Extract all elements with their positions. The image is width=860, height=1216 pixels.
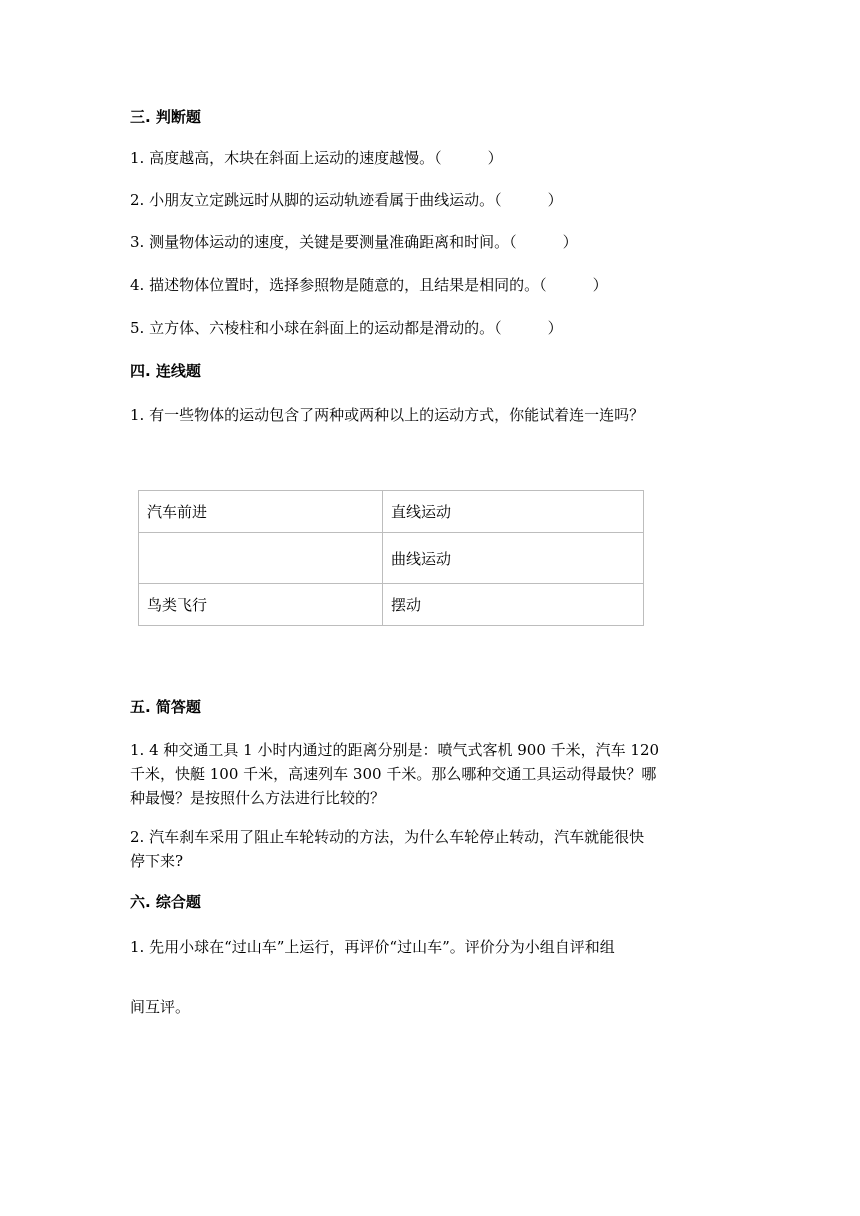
- table-row: [139, 584, 644, 626]
- matching-table: [138, 490, 644, 626]
- answer-open-paren: （: [434, 149, 442, 167]
- judge-item-text: 4. 描述物体位置时，选择参照物是随意的，且结果是相同的。: [130, 276, 540, 294]
- judge-item-text: 2. 小朋友立定跳远时从脚的运动轨迹看属于曲线运动。: [130, 191, 495, 209]
- paragraph-line: 2. 汽车刹车采用了阻止车轮转动的方法，为什么车轮停止转动，汽车就能很快: [130, 828, 645, 846]
- short-answer-question-2: [130, 825, 730, 873]
- table-cell-right[interactable]: 直线运动: [383, 491, 644, 533]
- table-row: [139, 533, 644, 584]
- comprehensive-question-line-2: 间互评。: [130, 998, 191, 1016]
- answer-close-paren: ）: [592, 276, 608, 294]
- judge-item-text: 3. 测量物体运动的速度，关键是要测量准确距离和时间。: [130, 233, 510, 251]
- answer-open-paren: （: [494, 191, 502, 209]
- section-5-heading: 五. 简答题: [130, 698, 201, 716]
- table-row: [139, 491, 644, 533]
- short-answer-question-1: [130, 738, 730, 810]
- answer-open-paren: （: [494, 319, 502, 337]
- table-cell-right[interactable]: 摆动: [383, 584, 644, 626]
- judge-item-4: [130, 275, 608, 295]
- answer-close-paren: ）: [487, 149, 503, 167]
- judge-item-3: [130, 232, 578, 252]
- table-cell-right[interactable]: 曲线运动: [383, 533, 644, 584]
- comprehensive-question-line-1: 1. 先用小球在“过山车”上运行，再评价“过山车”。评价分为小组自评和组: [130, 938, 615, 956]
- paragraph-line: 千米，快艇 100 千米，高速列车 300 千米。那么哪种交通工具运动得最快？哪: [130, 765, 657, 783]
- table-cell-left[interactable]: 汽车前进: [139, 491, 383, 533]
- answer-close-paren: ）: [547, 319, 563, 337]
- section-4-heading: 四. 连线题: [130, 362, 201, 380]
- table-cell-left[interactable]: 鸟类飞行: [139, 584, 383, 626]
- judge-item-text: 1. 高度越高，木块在斜面上运动的速度越慢。: [130, 149, 435, 167]
- section-3-heading: 三. 判断题: [130, 108, 201, 126]
- paragraph-line: 种最慢？是按照什么方法进行比较的？: [130, 789, 386, 807]
- table-cell-left[interactable]: [139, 533, 383, 584]
- paragraph-line: 停下来?: [130, 852, 184, 870]
- judge-item-2: [130, 190, 563, 210]
- paragraph-line: 1. 4 种交通工具 1 小时内通过的距离分别是：喷气式客机 900 千米，汽车 120: [130, 741, 660, 759]
- judge-item-1: [130, 148, 503, 168]
- answer-close-paren: ）: [562, 233, 578, 251]
- section-6-heading: 六. 综合题: [130, 893, 201, 911]
- answer-close-paren: ）: [547, 191, 563, 209]
- answer-open-paren: （: [539, 276, 547, 294]
- judge-item-5: [130, 318, 563, 338]
- answer-open-paren: （: [509, 233, 517, 251]
- matching-question: 1. 有一些物体的运动包含了两种或两种以上的运动方式，你能试着连一连吗？: [130, 406, 645, 424]
- judge-item-text: 5. 立方体、六棱柱和小球在斜面上的运动都是滑动的。: [130, 319, 495, 337]
